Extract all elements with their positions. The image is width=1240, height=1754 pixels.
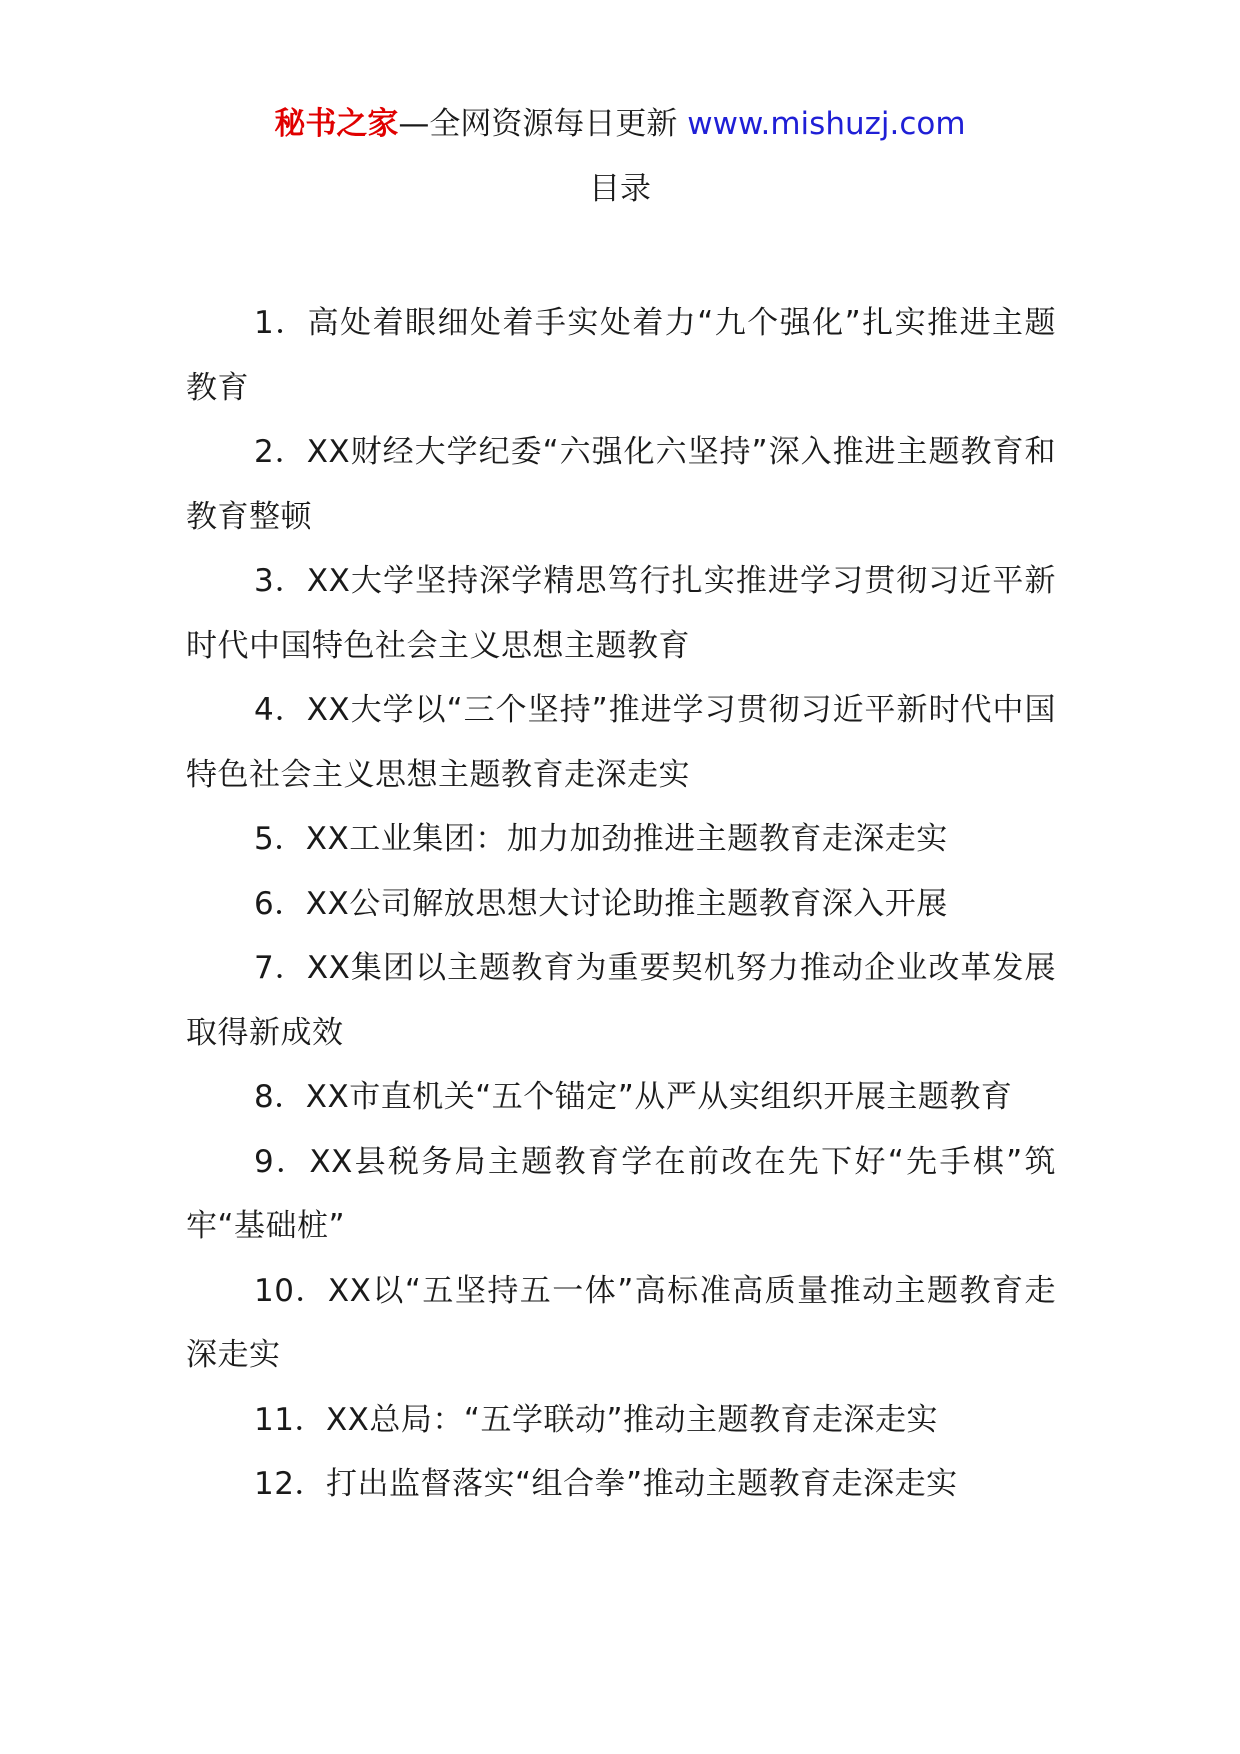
toc-item-2: 2．XX财经大学纪委“六强化六坚持”深入推进主题教育和教育整顿 xyxy=(186,434,1056,535)
toc-item-12: 12．打出监督落实“组合拳”推动主题教育走深走实 xyxy=(254,1466,958,1502)
toc-item-10: 10．XX以“五坚持五一体”高标准高质量推动主题教育走深走实 xyxy=(186,1272,1056,1373)
toc-title: 目录 xyxy=(589,171,651,207)
toc-item-11: 11．XX总局：“五学联动”推动主题教育走深走实 xyxy=(254,1401,939,1438)
toc-item-4: 4．XX大学以“三个坚持”推进学习贯彻习近平新时代中国特色社会主义思想主题教育走深走实 xyxy=(186,692,1056,793)
header-slogan: —全网资源每日更新 xyxy=(398,106,678,142)
toc-item-1: 1．高处着眼细处着手实处着力“九个强化”扎实推进主题教育 xyxy=(186,305,1056,406)
toc-item-8: 8．XX市直机关“五个锚定”从严从实组织开展主题教育 xyxy=(254,1079,1013,1115)
toc-list xyxy=(186,291,1056,1517)
toc-item-9: 9．XX县税务局主题教育学在前改在先下好“先手棋”筑牢“基础桩” xyxy=(186,1143,1056,1244)
brand-name: 秘书之家 xyxy=(274,106,399,142)
site-url-link[interactable]: www.mishuzj.com xyxy=(687,106,966,142)
toc-item-7: 7．XX集团以主题教育为重要契机努力推动企业改革发展取得新成效 xyxy=(186,950,1056,1051)
site-header xyxy=(0,100,1240,148)
toc-item-6: 6．XX公司解放思想大讨论助推主题教育深入开展 xyxy=(254,885,948,922)
toc-item-5: 5．XX工业集团：加力加劲推进主题教育走深走实 xyxy=(254,821,948,857)
toc-item-3: 3．XX大学坚持深学精思笃行扎实推进学习贯彻习近平新时代中国特色社会主义思想主题教育 xyxy=(186,563,1056,664)
